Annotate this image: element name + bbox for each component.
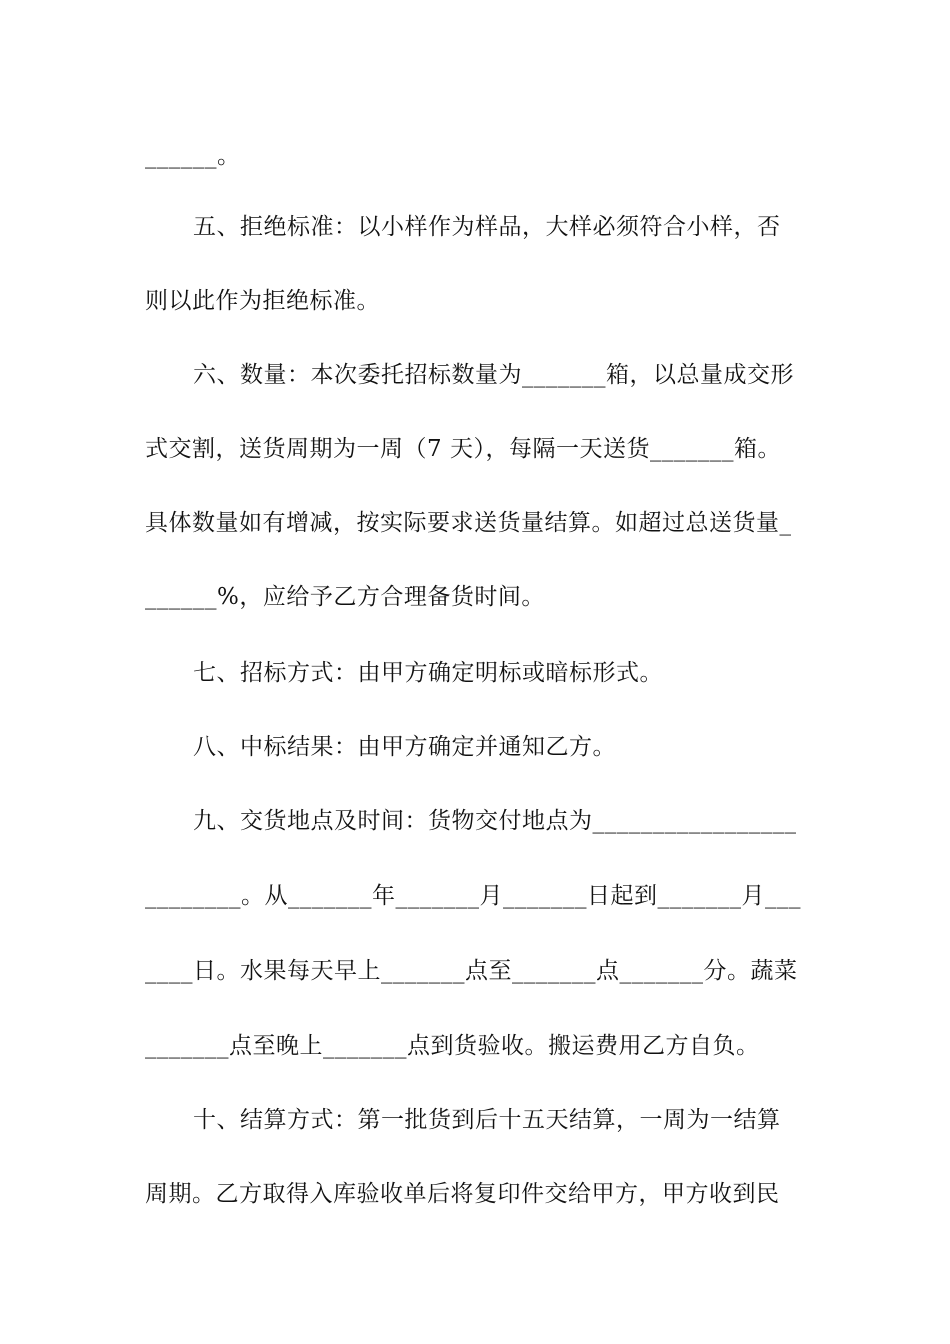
text-line: 具体数量如有增减，按实际要求送货量结算。如超过总送货量_ <box>145 510 792 536</box>
text-line: 周期。乙方取得入库验收单后将复印件交给甲方，甲方收到民 <box>145 1181 780 1207</box>
text-line: ____日。水果每天早上_______点至_______点_______分。蔬菜 <box>145 958 798 984</box>
section-heading-bidding-method: 七、招标方式：由甲方确定明标或暗标形式。 <box>193 660 663 686</box>
text-line: 式交割，送货周期为一周（7 天），每隔一天送货_______箱。 <box>145 436 781 462</box>
section-heading-delivery: 九、交货地点及时间：货物交付地点为_________________ <box>193 808 797 834</box>
section-heading-bid-result: 八、中标结果：由甲方确定并通知乙方。 <box>193 734 616 760</box>
text-line: _______点至晚上_______点到货验收。搬运费用乙方自负。 <box>145 1033 760 1059</box>
section-heading-settlement: 十、结算方式：第一批货到后十五天结算，一周为一结算 <box>193 1107 781 1133</box>
text-line: ______。 <box>145 143 241 169</box>
section-heading-rejection-standard: 五、拒绝标准：以小样作为样品，大样必须符合小样，否 <box>193 214 781 240</box>
text-line: ______%，应给予乙方合理备货时间。 <box>145 584 545 610</box>
text-line: 则以此作为拒绝标准。 <box>145 288 380 314</box>
text-line: ________。从_______年_______月_______日起到_______月___ <box>145 883 801 909</box>
section-heading-quantity: 六、数量：本次委托招标数量为_______箱，以总量成交形 <box>193 362 794 388</box>
